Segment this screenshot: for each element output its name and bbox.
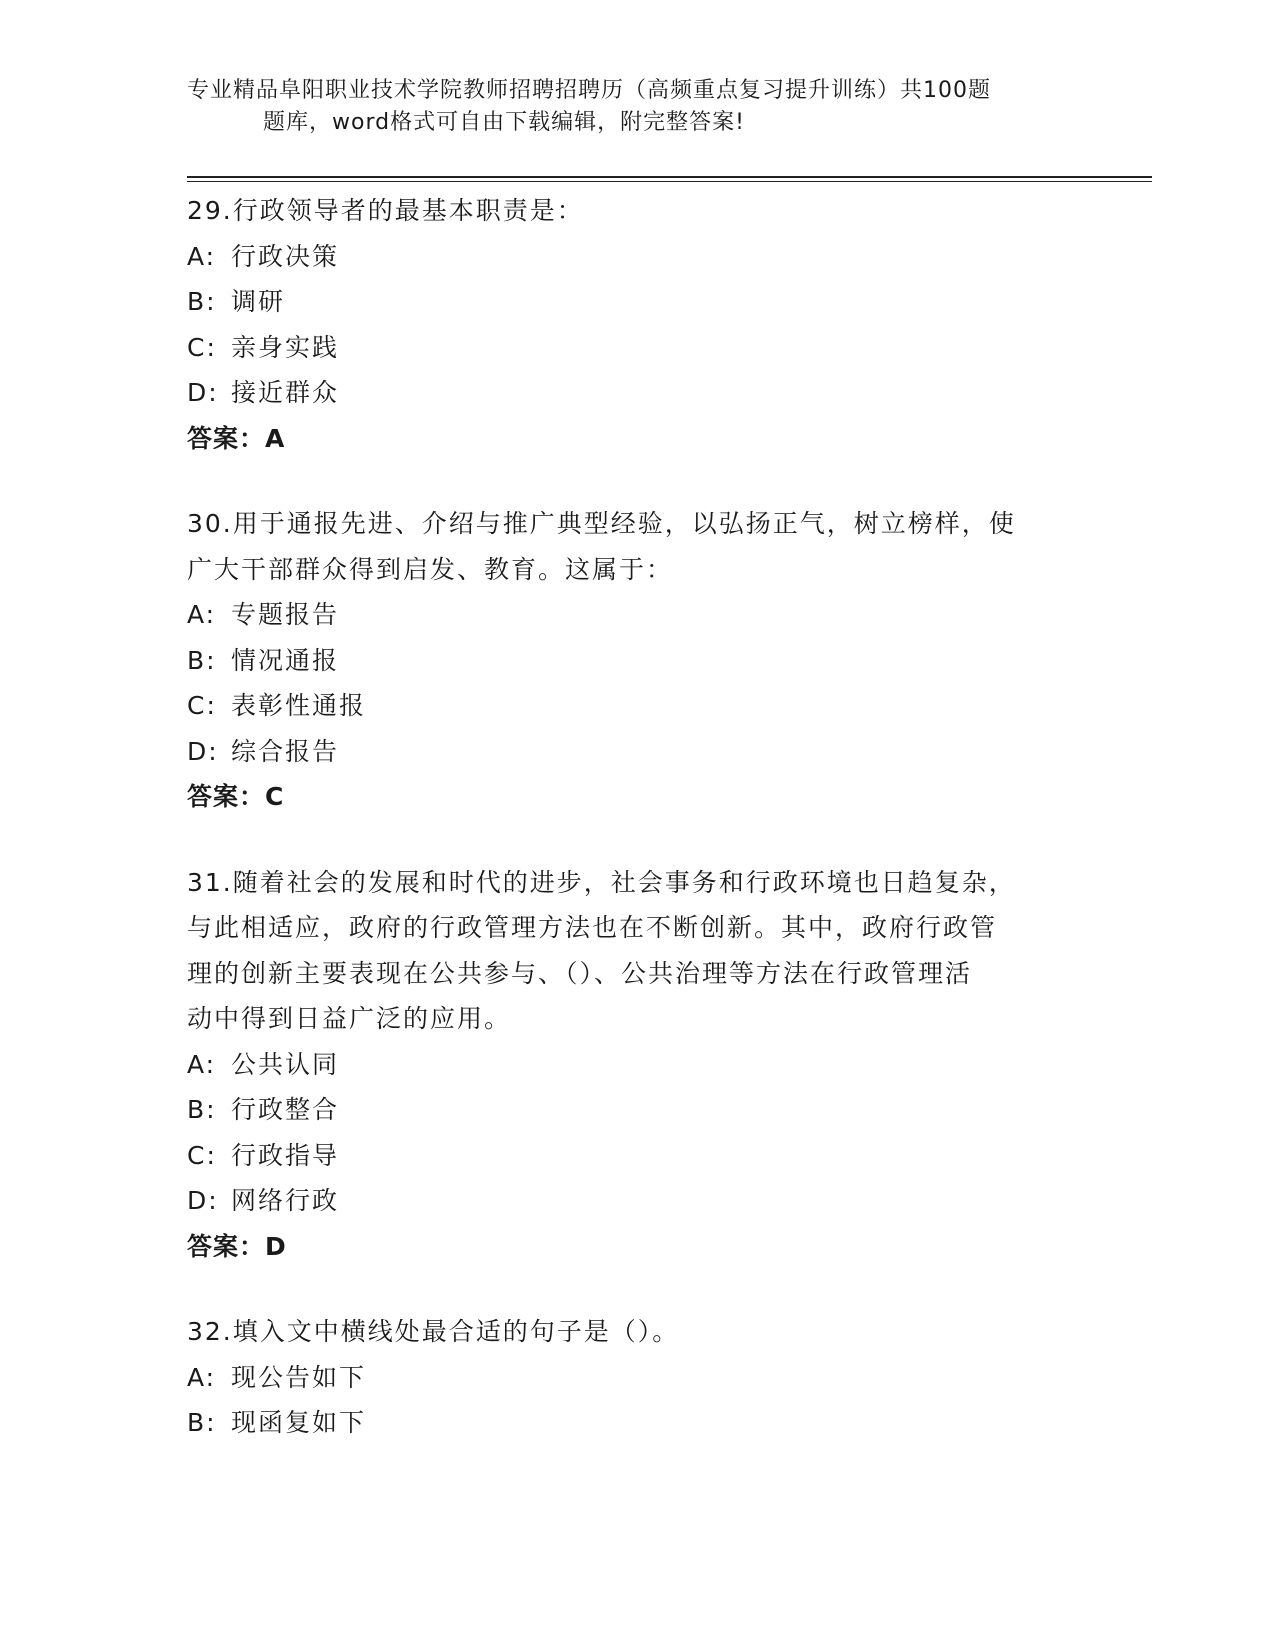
- question-text-line: 动中得到日益广泛的应用。: [187, 1004, 512, 1033]
- question-29: [187, 188, 1087, 461]
- option-key: A:: [187, 241, 217, 271]
- option-key: A:: [187, 1362, 217, 1392]
- question-text: 29.行政领导者的最基本职责是：: [187, 196, 584, 225]
- option-text: 行政整合: [231, 1095, 340, 1124]
- question-text: [187, 501, 1087, 592]
- question-list: [187, 188, 1087, 1486]
- option-c: [187, 1133, 1087, 1179]
- option-d: [187, 729, 1087, 775]
- question-text-line: 31.随着社会的发展和时代的进步，社会事务和行政环境也日趋复杂，: [187, 867, 1016, 897]
- option-b: [187, 638, 1087, 684]
- header-divider-thick: [187, 176, 1152, 178]
- answer-line: [187, 1224, 1087, 1270]
- question-30: [187, 501, 1087, 820]
- option-text: 表彰性通报: [231, 691, 367, 720]
- option-c: [187, 683, 1087, 729]
- question-text-line: 与此相适应，政府的行政管理方法也在不断创新。其中，政府行政管: [187, 913, 998, 942]
- header-title-line1: 专业精品阜阳职业技术学院教师招聘招聘历（高频重点复习提升训练）共100题: [187, 78, 991, 103]
- answer-label: 答案：: [187, 423, 266, 453]
- option-key: B:: [187, 1408, 217, 1437]
- option-d: [187, 1178, 1087, 1224]
- answer-value: D: [265, 1231, 287, 1261]
- option-text: 情况通报: [231, 645, 340, 675]
- answer-line: [187, 416, 1087, 462]
- document-header: [187, 75, 1067, 139]
- answer-line: [187, 774, 1087, 820]
- answer-label: 答案：: [187, 1231, 266, 1261]
- question-31: [187, 860, 1087, 1270]
- option-b: [187, 1400, 1087, 1446]
- option-text: 现公告如下: [231, 1362, 367, 1392]
- option-a: [187, 1355, 1087, 1401]
- option-text: 行政决策: [231, 241, 340, 271]
- question-text-line: 广大干部群众得到启发、教育。这属于：: [187, 554, 674, 584]
- option-text: 公共认同: [231, 1049, 340, 1079]
- header-title-line2: 题库，word格式可自由下载编辑，附完整答案!: [263, 110, 745, 135]
- option-text: 专题报告: [231, 600, 340, 629]
- option-c: [187, 325, 1087, 371]
- option-b: [187, 279, 1087, 325]
- option-text: 综合报告: [231, 736, 340, 766]
- option-text: 网络行政: [231, 1186, 340, 1215]
- option-key: C:: [187, 1140, 217, 1170]
- option-key: A:: [187, 600, 217, 629]
- question-text: [187, 860, 1087, 1042]
- answer-label: 答案：: [187, 782, 266, 811]
- option-a: [187, 592, 1087, 638]
- option-key: C:: [187, 332, 217, 362]
- option-key: B:: [187, 1095, 217, 1124]
- option-text: 行政指导: [231, 1140, 340, 1170]
- question-text: 32.填入文中横线处最合适的句子是（）。: [187, 1317, 680, 1346]
- answer-value: C: [265, 782, 285, 811]
- option-text: 调研: [231, 287, 286, 316]
- option-a: [187, 234, 1087, 280]
- question-text-line: 30.用于通报先进、介绍与推广典型经验，以弘扬正气，树立榜样，使: [187, 509, 1016, 538]
- option-key: D:: [187, 1186, 219, 1215]
- option-key: D:: [187, 378, 219, 407]
- option-key: B:: [187, 645, 217, 675]
- header-divider-thin: [187, 181, 1152, 182]
- option-key: A:: [187, 1049, 217, 1079]
- option-key: D:: [187, 736, 219, 766]
- option-text: 现函复如下: [231, 1408, 367, 1437]
- option-text: 接近群众: [231, 378, 340, 407]
- question-text-line: 理的创新主要表现在公共参与、（）、公共治理等方法在行政管理活: [187, 958, 973, 988]
- option-key: C:: [187, 691, 217, 720]
- option-key: B:: [187, 287, 217, 316]
- option-text: 亲身实践: [231, 332, 340, 362]
- option-b: [187, 1087, 1087, 1133]
- answer-value: A: [265, 423, 286, 453]
- question-32: [187, 1309, 1087, 1446]
- option-d: [187, 370, 1087, 416]
- option-a: [187, 1042, 1087, 1088]
